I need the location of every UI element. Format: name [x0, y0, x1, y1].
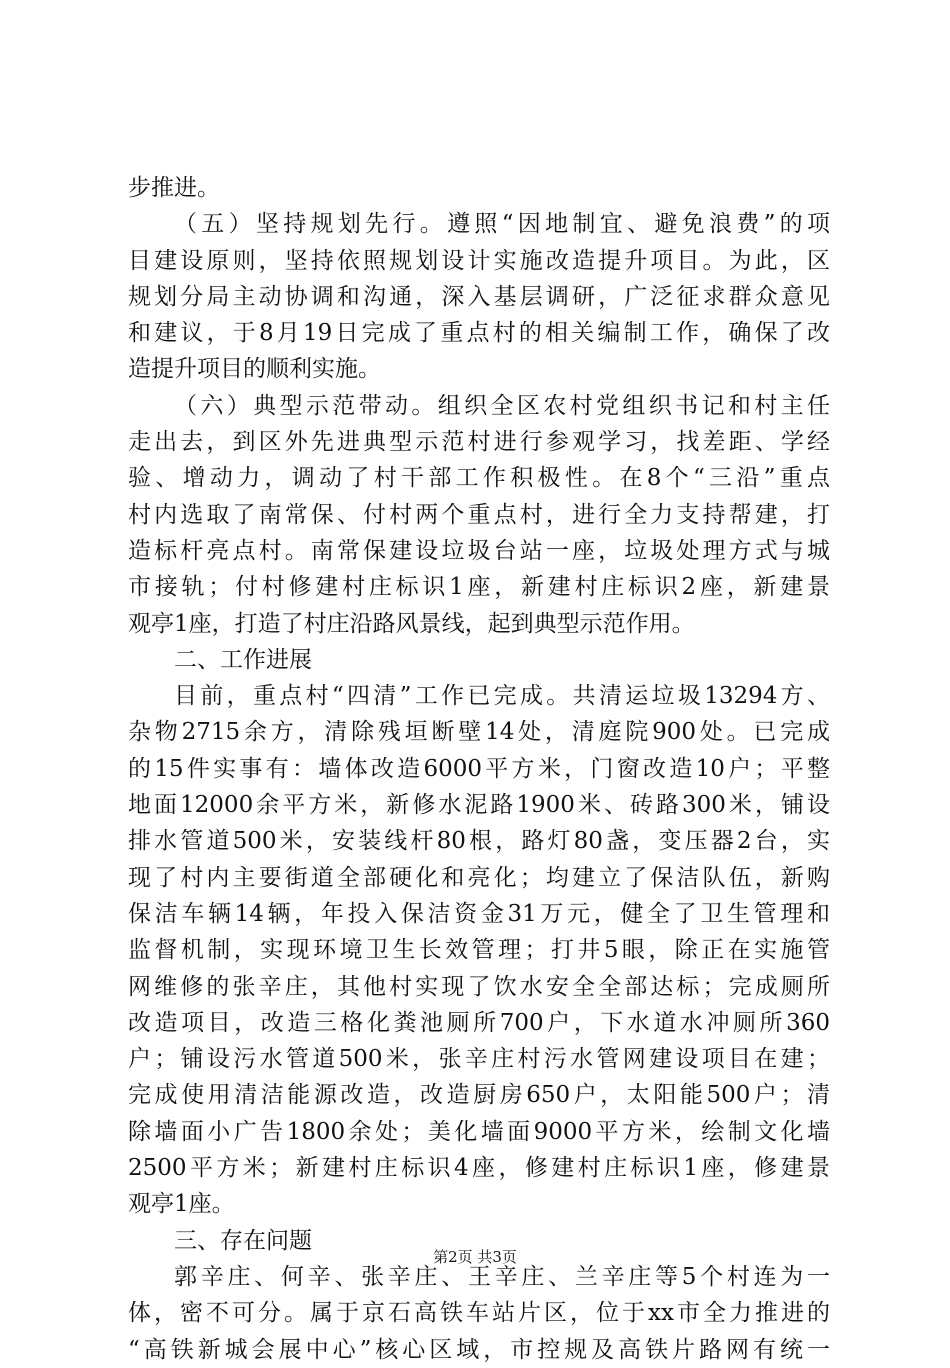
section-heading: 三、存在问题	[174, 1227, 312, 1254]
paragraph-line: 网维修的张辛庄，其他村实现了饮水安全全部达标；完成厕所	[128, 973, 830, 1000]
paragraph-line: 验、增动力，调动了村干部工作积极性。在8个“三沿”重点	[128, 465, 830, 492]
paragraph-line: 现了村内主要街道全部硬化和亮化；均建立了保洁队伍，新购	[128, 864, 830, 891]
section-heading-line: （六）典型示范带动。组织全区农村党组织书记和村主任	[174, 392, 830, 419]
paragraph-line: 郭辛庄、何辛、张辛庄、王辛庄、兰辛庄等5个村连为一	[174, 1263, 830, 1290]
paragraph-line: 保洁车辆14辆，年投入保洁资金31万元，健全了卫生管理和	[128, 900, 830, 927]
paragraph-line: 走出去，到区外先进典型示范村进行参观学习，找差距、学经	[128, 429, 830, 456]
paragraph-line: 造标杆亮点村。南常保建设垃圾台站一座，垃圾处理方式与城	[128, 537, 830, 564]
paragraph-line: 村内选取了南常保、付村两个重点村，进行全力支持帮建，打	[128, 501, 830, 528]
paragraph-line: 步推进。	[128, 175, 220, 201]
paragraph-line: 和建议，于8月19日完成了重点村的相关编制工作，确保了改	[128, 320, 830, 347]
paragraph-line: 目建设原则，坚持依照规划设计实施改造提升项目。为此，区	[128, 247, 830, 274]
paragraph-line: 目前，重点村“四清”工作已完成。共清运垃圾13294方、	[174, 683, 830, 710]
body-text	[128, 170, 830, 1368]
paragraph-line: 监督机制，实现环境卫生长效管理；打井5眼，除正在实施管	[128, 937, 830, 964]
paragraph-line: 改造项目，改造三格化粪池厕所700户，下水道水冲厕所360	[128, 1009, 830, 1036]
paragraph-line: 观亭1座，打造了村庄沿路风景线，起到典型示范作用。	[128, 610, 695, 637]
paragraph-line: 完成使用清洁能源改造，改造厨房650户，太阳能500户；清	[128, 1082, 830, 1109]
section-heading: 二、工作进展	[174, 646, 312, 673]
paragraph-line: 市接轨；付村修建村庄标识1座，新建村庄标识2座，新建景	[128, 574, 830, 601]
paragraph-line: 地面12000余平方米，新修水泥路1900米、砖路300米，铺设	[128, 792, 830, 819]
paragraph-line: 除墙面小广告1800余处；美化墙面9000平方米，绘制文化墙	[128, 1118, 830, 1145]
paragraph-line: 户；铺设污水管道500米，张辛庄村污水管网建设项目在建；	[128, 1046, 830, 1073]
paragraph-line: 的15件实事有：墙体改造6000平方米，门窗改造10户；平整	[128, 755, 830, 782]
paragraph-line: 造提升项目的顺利实施。	[128, 356, 381, 383]
paragraph-line: 体，密不可分。属于京石高铁车站片区，位于xx市全力推进的	[128, 1300, 830, 1327]
page-number-footer: 第2页 共3页	[433, 1248, 517, 1266]
paragraph-line: 2500平方米；新建村庄标识4座，修建村庄标识1座，修建景	[128, 1155, 830, 1182]
paragraph-line: “高铁新城会展中心”核心区域，市控规及高铁片路网有统一	[128, 1336, 830, 1363]
paragraph-line: 规划分局主动协调和沟通，深入基层调研，广泛征求群众意见	[128, 283, 830, 310]
paragraph-line: 杂物2715余方，清除残垣断壁14处，清庭院900处。已完成	[128, 719, 830, 746]
paragraph-line: 排水管道500米，安装线杆80根，路灯80盏，变压器2台，实	[128, 828, 830, 855]
section-heading-line: （五）坚持规划先行。遵照“因地制宜、避免浪费”的项	[174, 211, 830, 238]
paragraph-line: 观亭1座。	[128, 1191, 235, 1218]
